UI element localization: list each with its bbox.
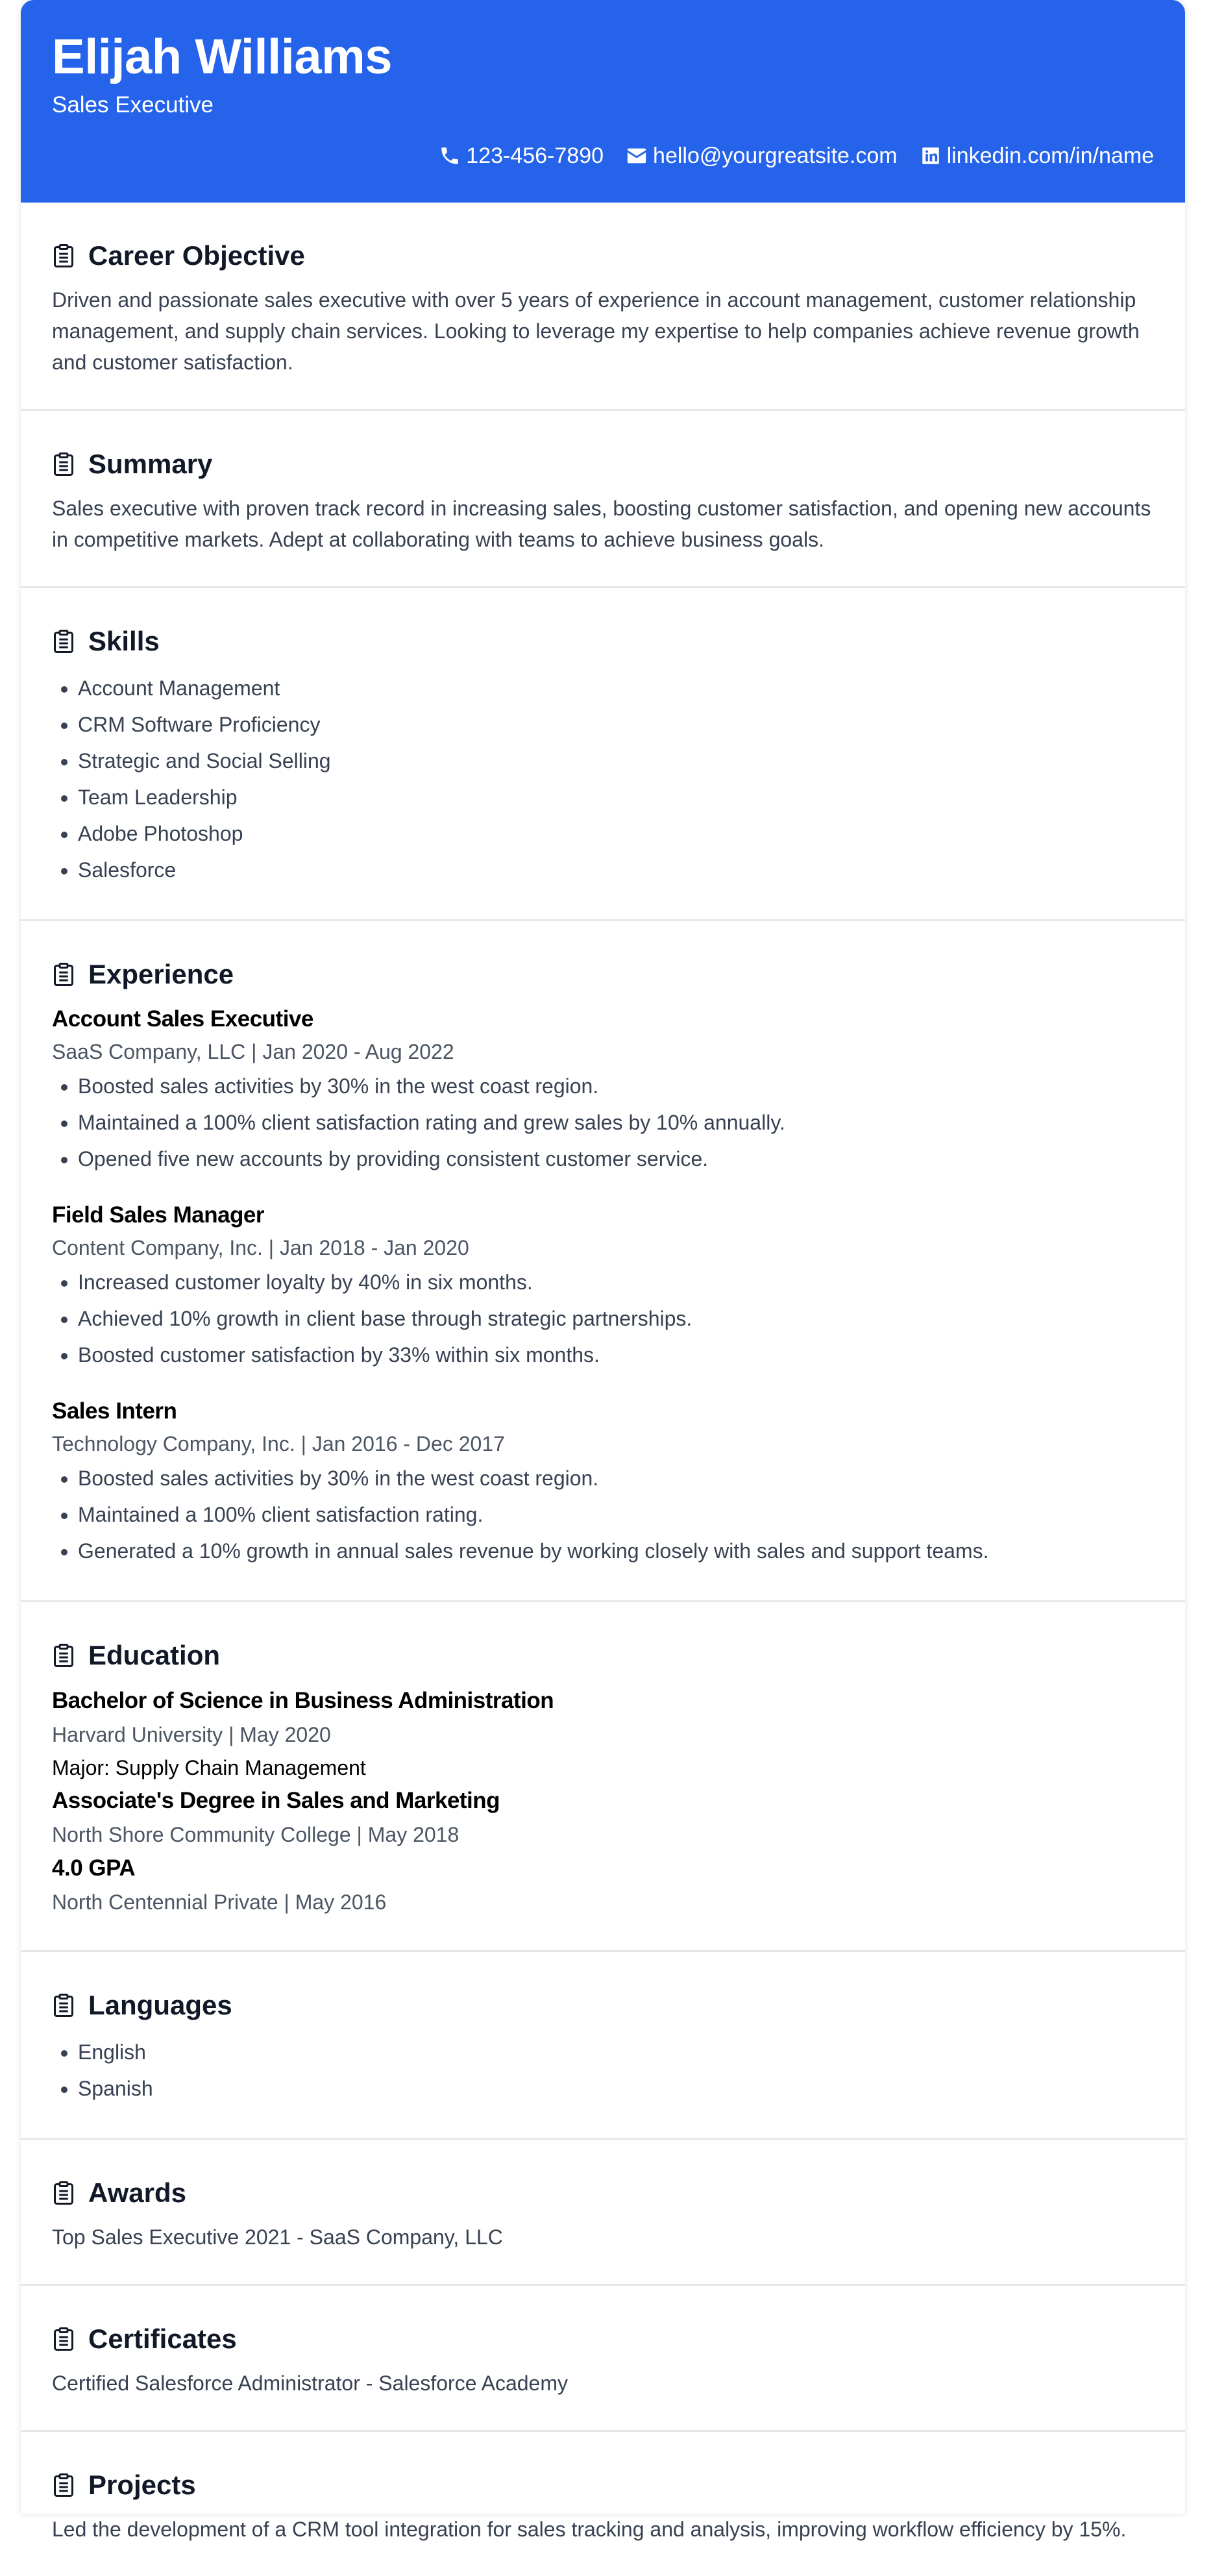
contact-linkedin[interactable] [920, 140, 1154, 171]
summary-text: Sales executive with proven track record in increasing sales, boosting customer satisfaction, and opening new accounts in competitive markets. Adept at collaborating with teams to achieve business goals. [52, 497, 1151, 551]
job-meta: SaaS Company, LLC | Jan 2020 - Aug 2022 [52, 1040, 454, 1063]
job-meta: Technology Company, Inc. | Jan 2016 - Dec 2017 [52, 1432, 505, 1455]
job-bullet: • Achieved 10% growth in client base through strategic partnerships. [78, 1300, 1154, 1337]
skill-item: • Strategic and Social Selling [78, 743, 1154, 779]
clipboard-icon [52, 2180, 75, 2206]
degree-title: 4.0 GPA [52, 1855, 136, 1881]
job-bullet: • Maintained a 100% client satisfaction rating and grew sales by 10% annually. [78, 1104, 1154, 1141]
section-heading: Awards [88, 2177, 186, 2208]
section-heading: Projects [88, 2470, 196, 2500]
degree-title: Bachelor of Science in Business Administration [52, 1688, 554, 1713]
section-skills [21, 588, 1185, 921]
degree-title: Associate's Degree in Sales and Marketing [52, 1788, 500, 1813]
phone-text: 123-456-7890 [466, 143, 604, 168]
certificates-text: Certified Salesforce Administrator - Salesforce Academy [52, 2372, 568, 2395]
section-experience [21, 921, 1185, 1602]
job-bullet: • Generated a 10% growth in annual sales revenue by working closely with sales and support teams. [78, 1533, 1154, 1569]
language-item: • Spanish [78, 2070, 1154, 2107]
email-text: hello@yourgreatsite.com [653, 143, 898, 168]
section-heading: Summary [88, 449, 213, 479]
section-heading: Certificates [88, 2323, 237, 2354]
section-heading: Education [88, 1640, 221, 1670]
job-entry [52, 1199, 1154, 1373]
section-projects [21, 2432, 1185, 2576]
skill-item: • Team Leadership [78, 779, 1154, 815]
clipboard-icon [52, 451, 75, 477]
job-bullet: • Maintained a 100% client satisfaction rating. [78, 1496, 1154, 1533]
job-entry [52, 1395, 1154, 1569]
job-bullet: • Opened five new accounts by providing consistent customer service. [78, 1141, 1154, 1177]
linkedin-text: linkedin.com/in/name [946, 143, 1154, 168]
clipboard-icon [52, 1642, 75, 1668]
job-bullets [52, 1460, 1154, 1569]
contact-email[interactable] [626, 140, 898, 171]
school-meta: Harvard University | May 2020 [52, 1723, 331, 1746]
section-heading: Languages [88, 1990, 232, 2020]
awards-text: Top Sales Executive 2021 - SaaS Company, LLC [52, 2225, 503, 2249]
clipboard-icon [52, 2472, 75, 2498]
job-bullets [52, 1068, 1154, 1177]
clipboard-icon [52, 1992, 75, 2018]
job-role: Sales Intern [52, 1398, 177, 1424]
job-meta: Content Company, Inc. | Jan 2018 - Jan 2020 [52, 1236, 469, 1259]
section-languages [21, 1952, 1185, 2140]
section-certificates [21, 2286, 1185, 2432]
education-entry [52, 1852, 1154, 1919]
skill-item: • Salesforce [78, 852, 1154, 888]
section-heading: Career Objective [88, 240, 305, 271]
education-entry [52, 1784, 1154, 1852]
contact-phone[interactable] [439, 140, 604, 171]
section-heading: Experience [88, 959, 234, 989]
job-bullet: • Increased customer loyalty by 40% in six months. [78, 1264, 1154, 1300]
phone-icon [439, 145, 461, 167]
resume [21, 0, 1185, 2541]
degree-major: Major: Supply Chain Management [52, 1756, 366, 1779]
resume-header [21, 0, 1185, 203]
person-name: Elijah Williams [52, 29, 392, 84]
school-meta: North Centennial Private | May 2016 [52, 1890, 387, 1914]
clipboard-icon [52, 2326, 75, 2352]
clipboard-icon [52, 961, 75, 987]
school-meta: North Shore Community College | May 2018 [52, 1823, 459, 1846]
job-bullet: • Boosted sales activities by 30% in the west coast region. [78, 1460, 1154, 1496]
job-bullet: • Boosted customer satisfaction by 33% within six months. [78, 1337, 1154, 1373]
section-education [21, 1602, 1185, 1952]
languages-list [52, 2034, 1154, 2107]
clipboard-icon [52, 243, 75, 269]
contact-info [439, 140, 1154, 171]
skills-list [52, 670, 1154, 888]
career-objective-text: Driven and passionate sales executive with over 5 years of experience in account management, customer relationship management, and supply chain services. Looking to leverage my expertise to help companies achieve revenue growth and customer satisfaction. [52, 288, 1140, 374]
projects-text: Led the development of a CRM tool integration for sales tracking and analysis, improving workflow efficiency by 15%. [52, 2518, 1127, 2541]
clipboard-icon [52, 628, 75, 654]
skill-item: • Adobe Photoshop [78, 815, 1154, 852]
job-title: Sales Executive [52, 92, 214, 118]
skill-item: • CRM Software Proficiency [78, 706, 1154, 743]
linkedin-icon [920, 145, 942, 167]
language-item: • English [78, 2034, 1154, 2070]
section-summary [21, 411, 1185, 588]
job-bullets [52, 1264, 1154, 1373]
envelope-icon [626, 145, 648, 167]
section-awards [21, 2140, 1185, 2286]
job-role: Field Sales Manager [52, 1202, 265, 1228]
job-role: Account Sales Executive [52, 1006, 313, 1032]
skill-item: • Account Management [78, 670, 1154, 706]
job-entry [52, 1003, 1154, 1177]
education-entry [52, 1684, 1154, 1784]
job-bullet: • Boosted sales activities by 30% in the west coast region. [78, 1068, 1154, 1104]
section-heading: Skills [88, 626, 160, 656]
section-career-objective [21, 203, 1185, 411]
